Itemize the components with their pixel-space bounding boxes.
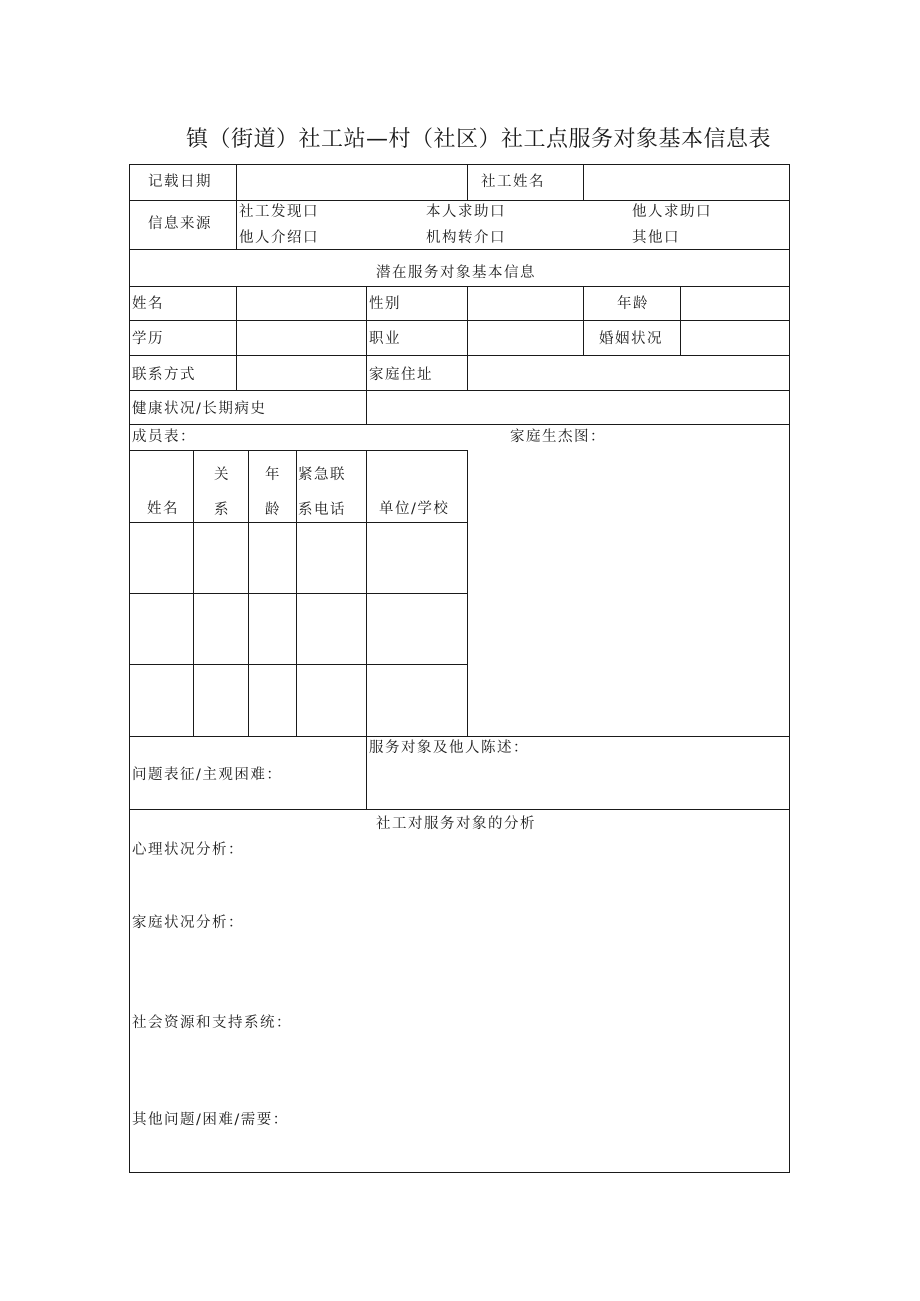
worker-name-label: 社工姓名 — [481, 174, 545, 190]
member-table-label: 成员表： — [132, 429, 196, 445]
source-option-self[interactable]: 本人求助口 — [426, 204, 506, 220]
page-title: 镇（街道）社工站—村（社区）社工点服务对象基本信息表 — [186, 127, 772, 152]
col-rule — [583, 286, 584, 355]
source-option-referral-person[interactable]: 他人介绍口 — [239, 230, 319, 246]
info-source-label: 信息来源 — [148, 216, 212, 232]
statement-label: 服务对象及他人陈述： — [369, 740, 529, 756]
member-col-relation-2: 系 — [214, 502, 230, 518]
gender-field[interactable] — [468, 287, 582, 319]
basic-info-section-title: 潜在服务对象基本信息 — [376, 265, 536, 281]
age-field[interactable] — [681, 287, 788, 319]
member-col-age-1: 年 — [265, 467, 281, 483]
row-rule — [129, 200, 790, 201]
address-field[interactable] — [468, 356, 788, 389]
occupation-field[interactable] — [468, 321, 582, 354]
health-label: 健康状况/长期病史 — [132, 401, 267, 417]
col-rule — [366, 355, 367, 390]
row-rule — [129, 809, 790, 810]
occupation-label: 职业 — [369, 331, 401, 347]
table-row[interactable] — [130, 594, 466, 663]
frame-bottom — [129, 1172, 790, 1173]
health-field[interactable] — [367, 391, 788, 423]
member-col-age-2: 龄 — [265, 502, 281, 518]
contact-label: 联系方式 — [132, 367, 196, 383]
member-col-name: 姓名 — [147, 501, 179, 517]
education-field[interactable] — [237, 321, 365, 354]
row-rule — [129, 249, 790, 250]
worker-name-field[interactable] — [584, 165, 788, 200]
source-option-agency[interactable]: 机构转介口 — [426, 230, 506, 246]
analysis-section-title: 社工对服务对象的分析 — [376, 816, 536, 832]
row-rule — [129, 424, 790, 425]
member-rule — [129, 450, 467, 451]
education-label: 学历 — [132, 331, 164, 347]
contact-field[interactable] — [237, 356, 365, 389]
col-rule — [467, 164, 468, 201]
social-resources-label: 社会资源和支持系统： — [132, 1015, 292, 1031]
marital-status-field[interactable] — [681, 321, 788, 354]
statement-field[interactable] — [367, 758, 788, 808]
gender-label: 性别 — [369, 296, 401, 312]
member-col-relation-1: 关 — [214, 467, 230, 483]
row-rule — [129, 736, 790, 737]
name-field[interactable] — [237, 287, 365, 319]
source-option-social-worker[interactable]: 社工发现口 — [239, 204, 319, 220]
family-analysis-label: 家庭状况分析： — [132, 915, 244, 931]
record-date-label: 记载日期 — [148, 174, 212, 190]
problem-label: 问题表征/主观困难： — [132, 767, 283, 783]
psych-analysis-label: 心理状况分析： — [132, 842, 244, 858]
table-row[interactable] — [130, 665, 466, 735]
col-rule — [366, 286, 367, 355]
marital-status-label: 婚姻状况 — [599, 331, 663, 347]
member-col-emergency-2: 系电话 — [298, 502, 346, 518]
member-col-unit: 单位/学校 — [379, 501, 450, 517]
source-option-other[interactable]: 其他口 — [632, 230, 680, 246]
record-date-field[interactable] — [237, 165, 466, 200]
table-row[interactable] — [130, 523, 466, 592]
age-label: 年龄 — [617, 296, 649, 312]
col-rule — [236, 200, 237, 250]
member-col-emergency-1: 紧急联 — [298, 467, 346, 483]
frame-right — [789, 164, 790, 1173]
genogram-area[interactable] — [468, 450, 788, 735]
source-option-others-request[interactable]: 他人求助口 — [632, 204, 712, 220]
address-label: 家庭住址 — [369, 367, 433, 383]
other-needs-label: 其他问题/困难/需要： — [132, 1112, 289, 1128]
name-label: 姓名 — [132, 296, 164, 312]
genogram-label: 家庭生杰图： — [510, 429, 606, 445]
